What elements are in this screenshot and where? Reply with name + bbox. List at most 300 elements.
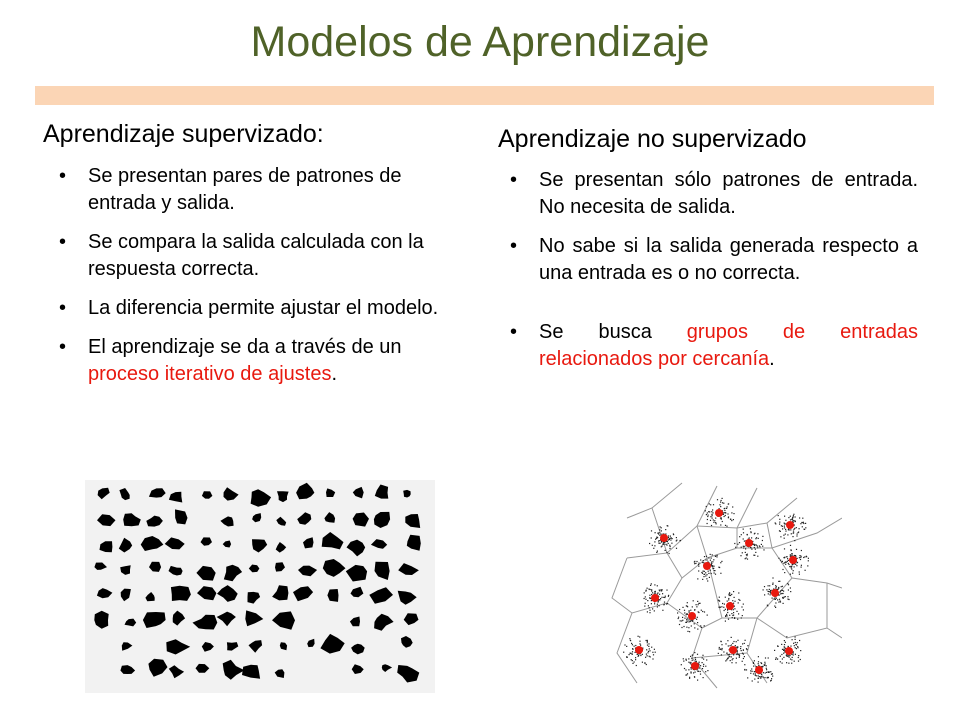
cluster-point — [800, 557, 801, 558]
cluster-point — [723, 607, 724, 608]
cluster-point — [776, 586, 777, 587]
cluster-point — [755, 673, 756, 674]
cluster-point — [703, 576, 704, 577]
cluster-point — [720, 518, 721, 519]
cluster-point — [796, 648, 797, 649]
cluster-point — [741, 606, 742, 607]
cluster-centroid — [786, 521, 794, 529]
cluster-point — [711, 573, 712, 574]
cluster-point — [733, 609, 734, 610]
cluster-point — [750, 670, 751, 671]
cluster-point — [711, 562, 712, 563]
cluster-point — [769, 585, 770, 586]
cluster-point — [800, 650, 801, 651]
cluster-point — [694, 652, 695, 653]
cluster-point — [800, 659, 801, 660]
cluster-point — [648, 589, 649, 590]
cluster-point — [783, 603, 784, 604]
blob-shape — [119, 488, 129, 500]
cluster-point — [792, 639, 793, 640]
blob-shape — [149, 488, 166, 497]
cluster-point — [676, 540, 677, 541]
cluster-point — [794, 645, 795, 646]
cluster-point — [728, 504, 729, 505]
cluster-point — [704, 625, 705, 626]
cluster-point — [781, 644, 782, 645]
cluster-point — [634, 661, 635, 662]
cluster-point — [733, 513, 734, 514]
cluster-point — [788, 529, 789, 530]
cluster-point — [784, 646, 785, 647]
cluster-point — [733, 612, 734, 613]
cluster-point — [693, 600, 694, 601]
cluster-point — [738, 654, 739, 655]
cluster-point — [706, 574, 707, 575]
cluster-point — [724, 516, 725, 517]
cluster-point — [718, 600, 719, 601]
cluster-point — [711, 558, 712, 559]
cluster-point — [661, 527, 662, 528]
cluster-point — [780, 593, 781, 594]
cluster-point — [669, 545, 670, 546]
cluster-centroid — [745, 539, 753, 547]
cluster-point — [802, 526, 803, 527]
cluster-point — [760, 678, 761, 679]
blob-shape — [122, 642, 133, 651]
cluster-point — [691, 668, 692, 669]
blob-shape — [97, 588, 113, 598]
cluster-point — [720, 562, 721, 563]
cluster-point — [642, 654, 643, 655]
cluster-point — [722, 648, 723, 649]
cluster-point — [781, 525, 782, 526]
cluster-point — [779, 519, 780, 520]
cluster-point — [743, 529, 744, 530]
blob-shape — [346, 565, 367, 582]
cluster-point — [711, 511, 712, 512]
blob-shape — [125, 619, 137, 627]
cluster-point — [725, 512, 726, 513]
cluster-point — [697, 629, 698, 630]
cluster-point — [694, 610, 695, 611]
blob-shape — [297, 512, 311, 525]
cluster-point — [695, 657, 696, 658]
cluster-point — [725, 525, 726, 526]
blob-shape — [100, 541, 113, 552]
cluster-point — [700, 559, 701, 560]
cluster-point — [687, 602, 688, 603]
cluster-point — [778, 581, 779, 582]
cluster-point — [732, 659, 733, 660]
cluster-point — [780, 560, 781, 561]
cluster-point — [727, 658, 728, 659]
cluster-point — [777, 659, 778, 660]
cluster-point — [718, 567, 719, 568]
cluster-point — [695, 563, 696, 564]
blob-shape — [248, 592, 261, 604]
cluster-point — [687, 621, 688, 622]
cluster-point — [786, 662, 787, 663]
cluster-point — [655, 593, 656, 594]
cluster-point — [671, 543, 672, 544]
cluster-point — [729, 654, 730, 655]
cluster-point — [788, 655, 789, 656]
cluster-point — [720, 506, 721, 507]
cluster-point — [644, 592, 645, 593]
cluster-point — [639, 636, 640, 637]
cluster-point — [725, 621, 726, 622]
cluster-point — [783, 591, 784, 592]
cluster-point — [753, 663, 754, 664]
cluster-point — [732, 506, 733, 507]
blob-shape — [404, 613, 419, 625]
cluster-point — [804, 556, 805, 557]
cluster-point — [670, 546, 671, 547]
blob-shapes-image — [85, 480, 435, 693]
cluster-point — [790, 646, 791, 647]
cluster-point — [645, 591, 646, 592]
bullet-text-pre: El aprendizaje se da a través de un — [88, 336, 402, 358]
cluster-point — [736, 662, 737, 663]
cluster-point — [711, 525, 712, 526]
cluster-point — [698, 671, 699, 672]
cluster-point — [788, 564, 789, 565]
cluster-point — [756, 537, 757, 538]
cluster-point — [690, 656, 691, 657]
cluster-point — [710, 520, 711, 521]
cluster-point — [747, 677, 748, 678]
cluster-point — [772, 598, 773, 599]
cluster-centroid — [771, 589, 779, 597]
blob-shape — [169, 492, 182, 503]
cluster-point — [741, 534, 742, 535]
cluster-point — [640, 655, 641, 656]
cluster-point — [656, 552, 657, 553]
cluster-point — [750, 673, 751, 674]
cluster-point — [741, 650, 742, 651]
cluster-point — [758, 682, 759, 683]
cluster-point — [655, 532, 656, 533]
cluster-point — [741, 547, 742, 548]
cluster-point — [665, 529, 666, 530]
cluster-point — [778, 588, 779, 589]
cluster-point — [632, 648, 633, 649]
cluster-point — [681, 664, 682, 665]
cluster-point — [740, 646, 741, 647]
cluster-point — [734, 597, 735, 598]
cluster-point — [711, 565, 712, 566]
cluster-point — [780, 601, 781, 602]
cluster-point — [735, 645, 736, 646]
cluster-point — [778, 646, 779, 647]
cluster-point — [805, 570, 806, 571]
cluster-point — [697, 601, 698, 602]
cluster-point — [636, 665, 637, 666]
cluster-point — [784, 548, 785, 549]
cluster-point — [753, 544, 754, 545]
cluster-point — [737, 653, 738, 654]
cluster-voronoi-image — [607, 478, 842, 700]
cluster-point — [730, 660, 731, 661]
cluster-point — [790, 574, 791, 575]
cluster-point — [785, 520, 786, 521]
cluster-point — [711, 514, 712, 515]
cluster-point — [702, 562, 703, 563]
cluster-point — [678, 618, 679, 619]
unsupervised-list-container — [508, 167, 918, 385]
cluster-point — [629, 654, 630, 655]
cluster-point — [720, 641, 721, 642]
cluster-point — [715, 556, 716, 557]
cluster-point — [799, 574, 800, 575]
cluster-point — [739, 536, 740, 537]
blob-shape — [252, 539, 267, 552]
cluster-point — [714, 520, 715, 521]
cluster-point — [798, 661, 799, 662]
cluster-point — [678, 617, 679, 618]
cluster-point — [645, 603, 646, 604]
cluster-point — [722, 521, 723, 522]
cluster-point — [802, 518, 803, 519]
cluster-point — [783, 649, 784, 650]
cluster-point — [785, 564, 786, 565]
cluster-point — [722, 498, 723, 499]
cluster-point — [704, 574, 705, 575]
blob-shape — [398, 591, 417, 605]
cluster-point — [727, 640, 728, 641]
cluster-point — [803, 557, 804, 558]
cluster-point — [662, 610, 663, 611]
cluster-point — [699, 668, 700, 669]
cluster-point — [794, 540, 795, 541]
cluster-point — [733, 654, 734, 655]
cluster-point — [668, 537, 669, 538]
cluster-point — [718, 653, 719, 654]
cluster-point — [649, 607, 650, 608]
bullet-icon: • — [59, 231, 67, 253]
cluster-point — [650, 585, 651, 586]
cluster-point — [722, 502, 723, 503]
cluster-point — [743, 538, 744, 539]
cluster-point — [783, 598, 784, 599]
cluster-point — [647, 645, 648, 646]
cluster-point — [727, 506, 728, 507]
cluster-point — [694, 677, 695, 678]
cluster-point — [685, 659, 686, 660]
cluster-point — [671, 537, 672, 538]
blob-shape — [141, 536, 164, 551]
blob-shape — [120, 565, 131, 575]
bullet-icon: • — [510, 169, 518, 191]
cluster-point — [703, 664, 704, 665]
cluster-point — [780, 590, 781, 591]
cluster-point — [661, 590, 662, 591]
cluster-point — [727, 513, 728, 514]
cluster-point — [766, 589, 767, 590]
cluster-point — [698, 563, 699, 564]
bullet-icon: • — [59, 336, 67, 358]
cluster-point — [755, 544, 756, 545]
cluster-point — [735, 547, 736, 548]
cluster-point — [791, 566, 792, 567]
cluster-point — [765, 663, 766, 664]
cluster-point — [664, 602, 665, 603]
cluster-point — [790, 555, 791, 556]
cluster-point — [796, 535, 797, 536]
cluster-point — [624, 644, 625, 645]
blob-shape — [94, 611, 108, 629]
cluster-point — [686, 613, 687, 614]
cluster-centroid — [688, 612, 696, 620]
cluster-point — [766, 668, 767, 669]
cluster-point — [768, 677, 769, 678]
cluster-point — [713, 568, 714, 569]
cluster-point — [745, 548, 746, 549]
cluster-point — [723, 503, 724, 504]
cluster-point — [754, 533, 755, 534]
cluster-point — [785, 642, 786, 643]
cluster-point — [803, 522, 804, 523]
cluster-point — [780, 656, 781, 657]
cluster-centroid — [691, 662, 699, 670]
cluster-point — [728, 619, 729, 620]
cluster-point — [657, 585, 658, 586]
cluster-point — [708, 557, 709, 558]
cluster-point — [701, 627, 702, 628]
cluster-point — [762, 540, 763, 541]
cluster-point — [742, 552, 743, 553]
cluster-point — [688, 662, 689, 663]
blob-shape — [252, 513, 261, 522]
cluster-point — [690, 663, 691, 664]
cluster-point — [719, 504, 720, 505]
blob-shape — [169, 566, 183, 576]
cluster-point — [684, 668, 685, 669]
cluster-point — [713, 522, 714, 523]
cluster-point — [742, 643, 743, 644]
blob-shape — [202, 642, 214, 652]
cluster-point — [798, 657, 799, 658]
cluster-point — [792, 657, 793, 658]
cluster-point — [805, 523, 806, 524]
cluster-point — [713, 566, 714, 567]
cluster-point — [763, 677, 764, 678]
cluster-point — [721, 561, 722, 562]
cluster-point — [781, 654, 782, 655]
cluster-point — [689, 612, 690, 613]
cluster-point — [788, 589, 789, 590]
cluster-point — [700, 674, 701, 675]
cluster-point — [793, 531, 794, 532]
cluster-point — [784, 538, 785, 539]
blob-shape — [196, 664, 210, 673]
blob-shape — [272, 585, 288, 600]
cluster-point — [744, 656, 745, 657]
blob-shape — [347, 540, 366, 557]
cluster-point — [801, 565, 802, 566]
cluster-point — [711, 563, 712, 564]
cluster-point — [646, 640, 647, 641]
cluster-point — [695, 672, 696, 673]
cluster-point — [696, 604, 697, 605]
cluster-point — [732, 643, 733, 644]
blob-shape — [171, 586, 191, 601]
cluster-point — [719, 597, 720, 598]
cluster-point — [784, 527, 785, 528]
cluster-point — [746, 555, 747, 556]
blob-shape — [352, 664, 364, 674]
cluster-point — [726, 526, 727, 527]
cluster-point — [654, 584, 655, 585]
cluster-point — [784, 644, 785, 645]
cluster-point — [713, 559, 714, 560]
cluster-point — [799, 528, 800, 529]
cluster-point — [667, 525, 668, 526]
cluster-point — [731, 613, 732, 614]
cluster-point — [651, 647, 652, 648]
cluster-point — [703, 571, 704, 572]
cluster-point — [758, 663, 759, 664]
cluster-point — [710, 560, 711, 561]
cluster-point — [800, 559, 801, 560]
cluster-point — [805, 527, 806, 528]
cluster-point — [652, 592, 653, 593]
cluster-point — [731, 637, 732, 638]
cluster-point — [793, 654, 794, 655]
cluster-point — [731, 512, 732, 513]
cluster-point — [669, 538, 670, 539]
cluster-point — [719, 648, 720, 649]
cluster-point — [783, 653, 784, 654]
cluster-point — [689, 631, 690, 632]
cluster-point — [747, 559, 748, 560]
cluster-point — [706, 559, 707, 560]
cluster-point — [772, 583, 773, 584]
blob-shape — [146, 516, 163, 527]
blob-shape — [276, 542, 287, 553]
cluster-point — [710, 570, 711, 571]
blob-shape — [173, 611, 185, 626]
blob-shape — [326, 488, 335, 497]
cluster-point — [708, 571, 709, 572]
cluster-point — [688, 658, 689, 659]
cluster-point — [725, 515, 726, 516]
cluster-point — [799, 517, 800, 518]
blob-shape — [224, 565, 242, 582]
cluster-point — [721, 644, 722, 645]
cluster-point — [745, 552, 746, 553]
cluster-point — [768, 593, 769, 594]
cluster-point — [681, 620, 682, 621]
cluster-point — [659, 532, 660, 533]
cluster-point — [797, 642, 798, 643]
cluster-point — [717, 555, 718, 556]
cluster-point — [801, 567, 802, 568]
cluster-point — [768, 657, 769, 658]
cluster-point — [753, 673, 754, 674]
cluster-point — [779, 599, 780, 600]
cluster-point — [698, 603, 699, 604]
cluster-point — [762, 546, 763, 547]
cluster-point — [775, 607, 776, 608]
cluster-point — [627, 657, 628, 658]
blob-shape — [375, 562, 390, 580]
cluster-point — [635, 645, 636, 646]
cluster-point — [709, 577, 710, 578]
blob-shape — [371, 539, 387, 549]
cluster-point — [717, 499, 718, 500]
cluster-point — [727, 654, 728, 655]
